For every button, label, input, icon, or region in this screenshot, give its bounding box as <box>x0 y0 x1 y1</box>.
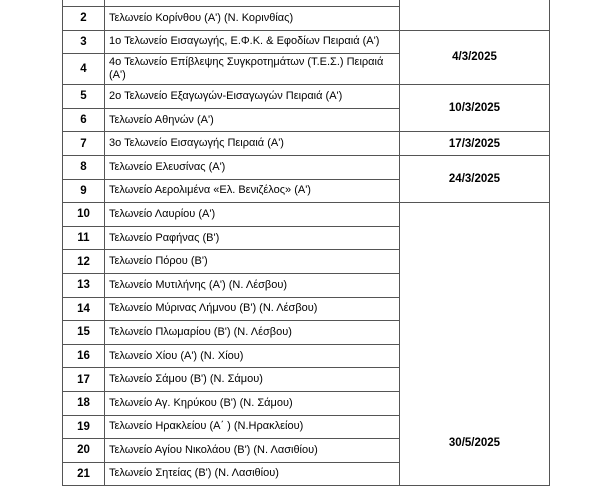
customs-office-name: Τελωνείο Μυτιλήνης (Α') (Ν. Λέσβου) <box>105 273 400 297</box>
customs-office-name: Τελωνείο Αγ. Κηρύκου (Β') (Ν. Σάμου) <box>105 391 400 415</box>
table-row <box>63 203 550 227</box>
date-cell <box>400 0 550 30</box>
customs-office-name: Τελωνείο Σάμου (Β') (Ν. Σάμου) <box>105 368 400 392</box>
row-number: 7 <box>63 132 105 156</box>
date-cell: 10/3/2025 <box>400 85 550 132</box>
customs-office-name: 4ο Τελωνείο Επίβλεψης Συγκροτημάτων (Τ.Ε.Σ.) Πειραιά (Α') <box>105 54 400 85</box>
date-cell: 24/3/2025 <box>400 155 550 202</box>
date-cell: 30/5/2025 <box>400 203 550 486</box>
customs-office-name: 1ο Τελωνείο Εισαγωγής, Ε.Φ.Κ. & Εφοδίων Πειραιά (Α') <box>105 30 400 54</box>
row-number: 2 <box>63 7 105 31</box>
table-row <box>63 85 550 109</box>
row-number: 17 <box>63 368 105 392</box>
customs-office-name: Τελωνείο Πλωμαρίου (Β') (Ν. Λέσβου) <box>105 321 400 345</box>
customs-office-name: 3ο Τελωνείο Εισαγωγής Πειραιά (Α') <box>105 132 400 156</box>
customs-office-name: Τελωνείο Πόρου (Β') <box>105 250 400 274</box>
customs-office-name: Τελωνείο Αθηνών (Α') <box>105 108 400 132</box>
row-number: 5 <box>63 85 105 109</box>
table-row <box>63 132 550 156</box>
row-number: 16 <box>63 344 105 368</box>
customs-office-name: Τελωνείο Χίου (Α') (Ν. Χίου) <box>105 344 400 368</box>
customs-office-name: Τελωνείο Αγίου Νικολάου (Β') (Ν. Λασιθίου) <box>105 439 400 463</box>
row-number: 14 <box>63 297 105 321</box>
row-number: 10 <box>63 203 105 227</box>
row-number: 3 <box>63 30 105 54</box>
date-cell: 4/3/2025 <box>400 30 550 85</box>
table-row <box>63 30 550 54</box>
customs-office-name: Τελωνείο Σητείας (Β') (Ν. Λασιθίου) <box>105 462 400 486</box>
date-cell: 17/3/2025 <box>400 132 550 156</box>
customs-office-name: 2ο Τελωνείο Εξαγωγών-Εισαγωγών Πειραιά (Α') <box>105 85 400 109</box>
customs-schedule-table <box>62 0 550 486</box>
customs-office-name: Τελωνείο Ελευσίνας (Α') <box>105 155 400 179</box>
customs-office-name: Τελωνείο Ραφήνας (Β') <box>105 226 400 250</box>
row-number: 20 <box>63 439 105 463</box>
row-number: 6 <box>63 108 105 132</box>
customs-office-name: Τελωνείο Λαυρίου (Α') <box>105 203 400 227</box>
row-number: 11 <box>63 226 105 250</box>
customs-office-name: Τελωνείο Κορίνθου (Α') (Ν. Κορινθίας) <box>105 7 400 31</box>
row-number: 4 <box>63 54 105 85</box>
table-row <box>63 155 550 179</box>
row-number: 8 <box>63 155 105 179</box>
customs-office-name: Τελωνείο Αερολιμένα «Ελ. Βενιζέλος» (Α') <box>105 179 400 203</box>
row-number: 15 <box>63 321 105 345</box>
row-number: 12 <box>63 250 105 274</box>
row-number: 21 <box>63 462 105 486</box>
row-number: 13 <box>63 273 105 297</box>
customs-office-name: Τελωνείο Ηρακλείου (Α΄ ) (Ν.Ηρακλείου) <box>105 415 400 439</box>
row-number: 9 <box>63 179 105 203</box>
row-number: 18 <box>63 391 105 415</box>
row-number: 19 <box>63 415 105 439</box>
customs-office-name: Τελωνείο Μύρινας Λήμνου (Β') (Ν. Λέσβου) <box>105 297 400 321</box>
